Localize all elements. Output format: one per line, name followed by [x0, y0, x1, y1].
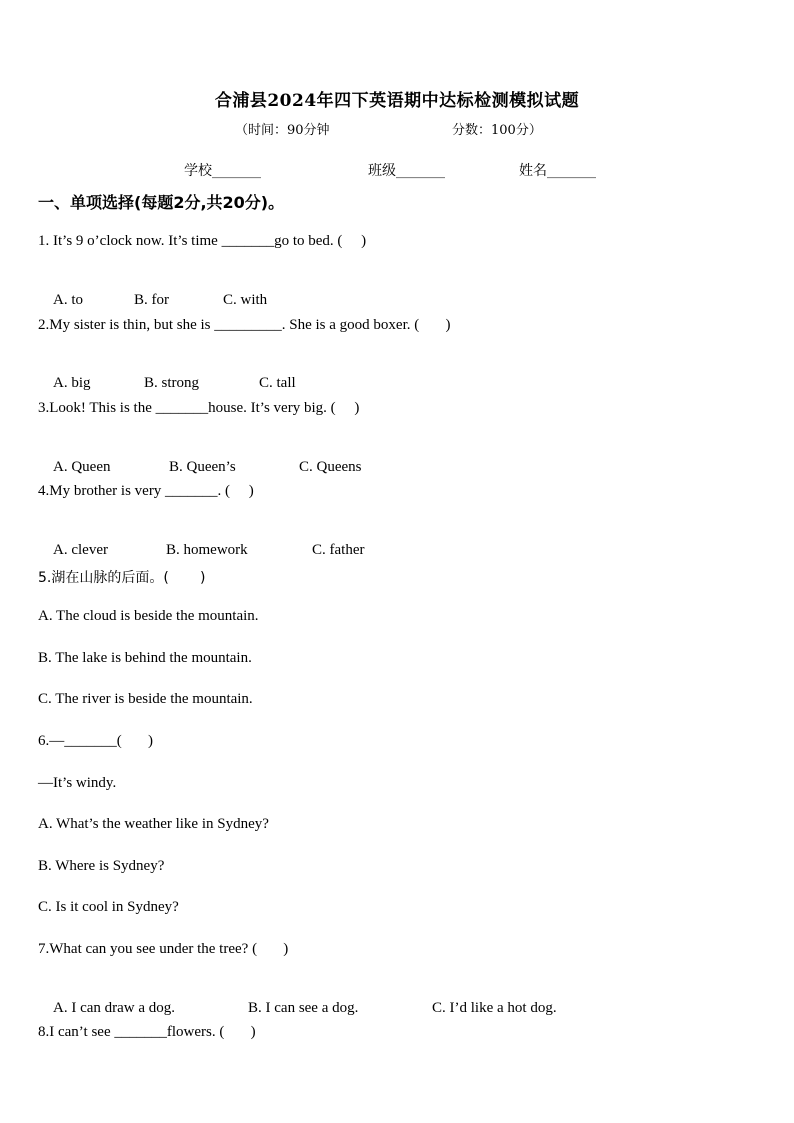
option-a: A. big — [53, 375, 91, 391]
question-6-option-c: C. Is it cool in Sydney? — [38, 899, 179, 915]
exam-title: 合浦县2024年四下英语期中达标检测模拟试题 — [214, 91, 580, 111]
question-6-option-b: B. Where is Sydney? — [38, 858, 165, 874]
question-6-answer: —It’s windy. — [38, 775, 117, 791]
option-a: A. I can draw a dog. — [53, 1000, 176, 1016]
option-b: B. for — [134, 292, 169, 308]
section-heading: 一、单项选择(每题2分,共20分)。 — [38, 193, 285, 212]
question-4-stem: 4.My brother is very _______. ( ) — [38, 483, 254, 499]
option-b: B. Queen’s — [169, 459, 236, 475]
question-1-stem: 1. It’s 9 o’clock now. It’s time _______go to bed. ( ) — [38, 233, 367, 249]
school-field: 学校_______ — [184, 163, 261, 179]
exam-score: 分数：100分） — [452, 123, 542, 138]
option-a: A. clever — [53, 542, 108, 558]
question-2-stem: 2.My sister is thin, but she is _________. She is a good boxer. ( ) — [38, 317, 451, 333]
question-5-option-b: B. The lake is behind the mountain. — [38, 650, 252, 666]
option-c: C. tall — [259, 375, 296, 391]
class-field: 班级_______ — [368, 163, 445, 179]
question-6-stem: 6.—_______( ) — [38, 733, 153, 749]
option-a: A. to — [53, 292, 83, 308]
question-8-stem: 8.I can’t see _______flowers. ( ) — [38, 1024, 256, 1040]
question-5-option-c: C. The river is beside the mountain. — [38, 691, 253, 707]
question-7-stem: 7.What can you see under the tree? ( ) — [38, 941, 289, 957]
option-c: C. father — [312, 542, 365, 558]
question-5-option-a: A. The cloud is beside the mountain. — [38, 608, 259, 624]
option-b: B. strong — [144, 375, 200, 391]
option-b: B. homework — [166, 542, 248, 558]
question-3-stem: 3.Look! This is the _______house. It’s very big. ( ) — [38, 400, 360, 416]
exam-time: （时间：90分钟 — [235, 123, 330, 138]
name-field: 姓名_______ — [519, 163, 596, 179]
option-c: C. I’d like a hot dog. — [432, 1000, 557, 1016]
option-c: C. with — [223, 292, 268, 308]
option-c: C. Queens — [299, 459, 362, 475]
question-6-option-a: A. What’s the weather like in Sydney? — [38, 816, 269, 832]
option-a: A. Queen — [53, 459, 111, 475]
option-b: B. I can see a dog. — [248, 1000, 359, 1016]
question-5-stem: 5.湖在山脉的后面。( ) — [38, 570, 206, 586]
